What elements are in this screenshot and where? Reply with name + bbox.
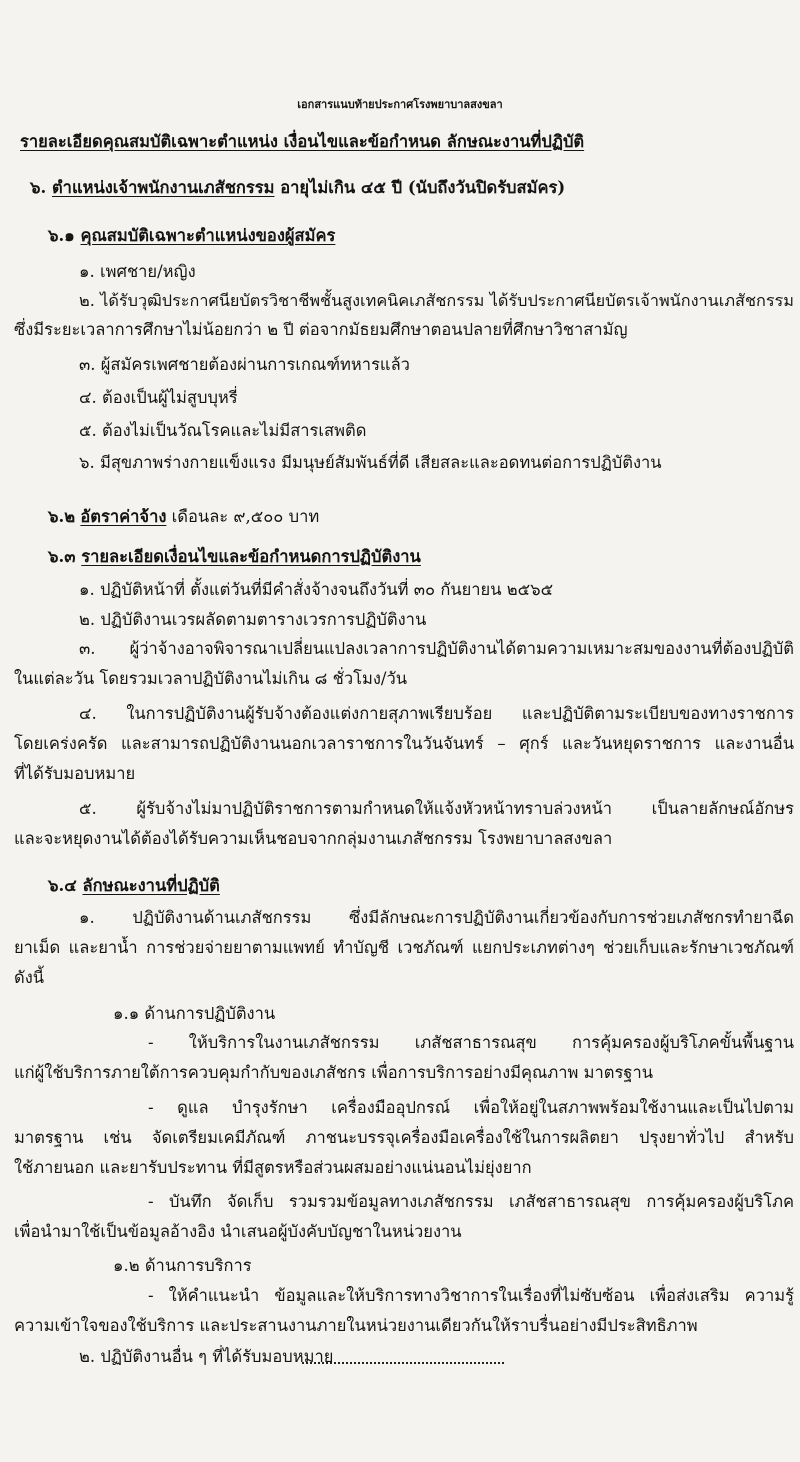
s63-item-4-line-3: ที่ได้รับมอบหมาย (14, 764, 136, 783)
s63-item-5-line-1: ๕. ผู้รับจ้างไม่มาปฏิบัติราชการตามกำหนดให้แจ้งหัวหน้าทราบล่วงหน้า เป็นลายลักษณ์อักษร (79, 799, 794, 818)
s64-b4-line-1: - ให้คำแนะนำ ข้อมูลและให้บริการทางวิชาการในเรื่องที่ไม่ซับซ้อน เพื่อส่งเสริม ความรู้ (148, 1286, 794, 1305)
section-6-3-heading (48, 545, 421, 569)
s64-b1-line-2: แก่ผู้ใช้บริการภายใต้การควบคุมกำกับของเภสัชกร เพื่อการบริการอย่างมีคุณภาพ มาตรฐาน (14, 1063, 653, 1082)
document-title: เอกสารแนบท้ายประกาศโรงพยาบาลสงขลา (297, 98, 503, 111)
s61-item-2-line-2: ซึ่งมีระยะเวลาการศึกษาไม่น้อยกว่า ๒ ปี ต่อจากมัธยมศึกษาตอนปลายที่ศึกษาวิชาสามัญ (14, 320, 628, 339)
s64-b1-line-1: - ให้บริการในงานเภสัชกรรม เภสัชสาธารณสุข การคุ้มครองผู้บริโภคขั้นพื้นฐาน (148, 1033, 794, 1052)
section-6-1-heading (48, 224, 335, 248)
s64-p2: ๒. ปฏิบัติงานอื่น ๆ ที่ได้รับมอบหมาย (79, 1347, 334, 1366)
position-title: ตำแหน่งเจ้าพนักงานเภสัชกรรม (51, 178, 275, 197)
section-6-4-heading (48, 874, 220, 898)
s63-item-5-line-2: และจะหยุดงานได้ต้องได้รับความเห็นชอบจากกลุ่มงานเภสัชกรรม โรงพยาบาลสงขลา (14, 829, 613, 848)
s61-item-4: ๔. ต้องเป็นผู้ไม่สูบบุหรี่ (79, 388, 238, 407)
s64-sub-1-2: ๑.๒ ด้านการบริการ (113, 1256, 252, 1275)
position-number: ๖. (30, 178, 47, 197)
section-number: ๖.๓ (48, 547, 76, 566)
s64-b2-line-1: - ดูแล บำรุงรักษา เครื่องมืออุปกรณ์ เพื่อให้อยู่ในสภาพพร้อมใช้งานและเป็นไปตาม (148, 1098, 794, 1117)
section-title: ลักษณะงานที่ปฏิบัติ (82, 876, 220, 895)
section-6-2 (48, 505, 319, 529)
s63-item-2: ๒. ปฏิบัติงานเวรผลัดตามตารางเวรการปฏิบัติงาน (79, 610, 427, 629)
s64-p1-line-2: ยาเม็ด และยาน้ำ การช่วยจ่ายยาตามแพทย์ ทำบัญชี เวชภัณฑ์ แยกประเภทต่างๆ ช่วยเก็บและรักษาเวชภัณฑ์ (14, 938, 794, 957)
document-subtitle: รายละเอียดคุณสมบัติเฉพาะตำแหน่ง เงื่อนไขและข้อกำหนด ลักษณะงานที่ปฏิบัติ (20, 132, 585, 151)
s64-sub-1-1: ๑.๑ ด้านการปฏิบัติงาน (113, 1004, 276, 1023)
s64-b4-line-2: ความเข้าใจของใช้บริการ และประสานงานภายในหน่วยงานเดียวกันให้ราบรื่นอย่างมีประสิทธิภาพ (14, 1316, 698, 1335)
position-heading (30, 176, 565, 200)
position-age: อายุไม่เกิน ๔๕ ปี (นับถึงวันปิดรับสมัคร) (280, 178, 566, 197)
s63-item-3-line-2: ในแต่ละวัน โดยรวมเวลาปฏิบัติงานไม่เกิน ๘ ชั่วโมง/วัน (14, 669, 407, 688)
section-number: ๖.๑ (48, 226, 75, 245)
wage-value: เดือนละ ๙,๕๐๐ บาท (171, 507, 320, 526)
s64-b2-line-3: ใช้ภายนอก และยารับประทาน ที่มีสูตรหรือส่วนผสมอย่างแน่นอนไม่ยุ่งยาก (14, 1158, 532, 1177)
s61-item-2-line-1: ๒. ได้รับวุฒิประกาศนียบัตรวิชาชีพชั้นสูงเทคนิคเภสัชกรรม ได้รับประกาศนียบัตรเจ้าพนักงานเภสัชกรรม (79, 291, 794, 310)
s64-b3-line-1: - บันทึก จัดเก็บ รวมรวมข้อมูลทางเภสัชกรรม เภสัชสาธารณสุข การคุ้มครองผู้บริโภค (148, 1192, 794, 1211)
s61-item-6: ๖. มีสุขภาพร่างกายแข็งแรง มีมนุษย์สัมพันธ์ที่ดี เสียสละและอดทนต่อการปฏิบัติงาน (79, 453, 662, 472)
s64-p1-line-1: ๑. ปฏิบัติงานด้านเภสัชกรรม ซึ่งมีลักษณะการปฏิบัติงานเกี่ยวข้องกับการช่วยเภสัชกรทำยาฉีด (79, 908, 794, 927)
s64-p1-line-3: ดังนี้ (14, 968, 45, 987)
s61-item-3: ๓. ผู้สมัครเพศชายต้องผ่านการเกณฑ์ทหารแล้ว (79, 355, 410, 374)
s63-item-3-line-1: ๓. ผู้ว่าจ้างอาจพิจารณาเปลี่ยนแปลงเวลาการปฏิบัติงานได้ตามความเหมาะสมของงานที่ต้องปฏิบัติ (79, 639, 794, 658)
s61-item-5: ๕. ต้องไม่เป็นวัณโรคและไม่มีสารเสพติด (79, 421, 367, 440)
s64-b2-line-2: มาตรฐาน เช่น จัดเตรียมเคมีภัณฑ์ ภาชนะบรรจุเครื่องมือเครื่องใช้ในการผลิตยา ปรุงยาทั่วไป สำหรับ (14, 1128, 794, 1147)
end-dotted-line (302, 1362, 504, 1364)
section-title: คุณสมบัติเฉพาะตำแหน่งของผู้สมัคร (80, 226, 336, 245)
section-number: ๖.๒ (48, 507, 76, 526)
section-number: ๖.๔ (48, 876, 77, 895)
section-title: รายละเอียดเงื่อนไขและข้อกำหนดการปฏิบัติงาน (81, 547, 421, 566)
s61-item-1: ๑. เพศชาย/หญิง (79, 262, 196, 281)
section-title: อัตราค่าจ้าง (80, 507, 167, 526)
s63-item-4-line-1: ๔. ในการปฏิบัติงานผู้รับจ้างต้องแต่งกายสุภาพเรียบร้อย และปฏิบัติตามระเบียบของทางราชการ (79, 704, 794, 723)
s64-b3-line-2: เพื่อนำมาใช้เป็นข้อมูลอ้างอิง นำเสนอผู้บังคับบัญชาในหน่วยงาน (14, 1222, 462, 1241)
s63-item-4-line-2: โดยเคร่งครัด และสามารถปฏิบัติงานนอกเวลาราชการในวันจันทร์ – ศุกร์ และวันหยุดราชการ และงานอื่น (14, 734, 794, 753)
s63-item-1: ๑. ปฏิบัติหน้าที่ ตั้งแต่วันที่มีคำสั่งจ้างจนถึงวันที่ ๓๐ กันยายน ๒๕๖๕ (79, 580, 554, 599)
